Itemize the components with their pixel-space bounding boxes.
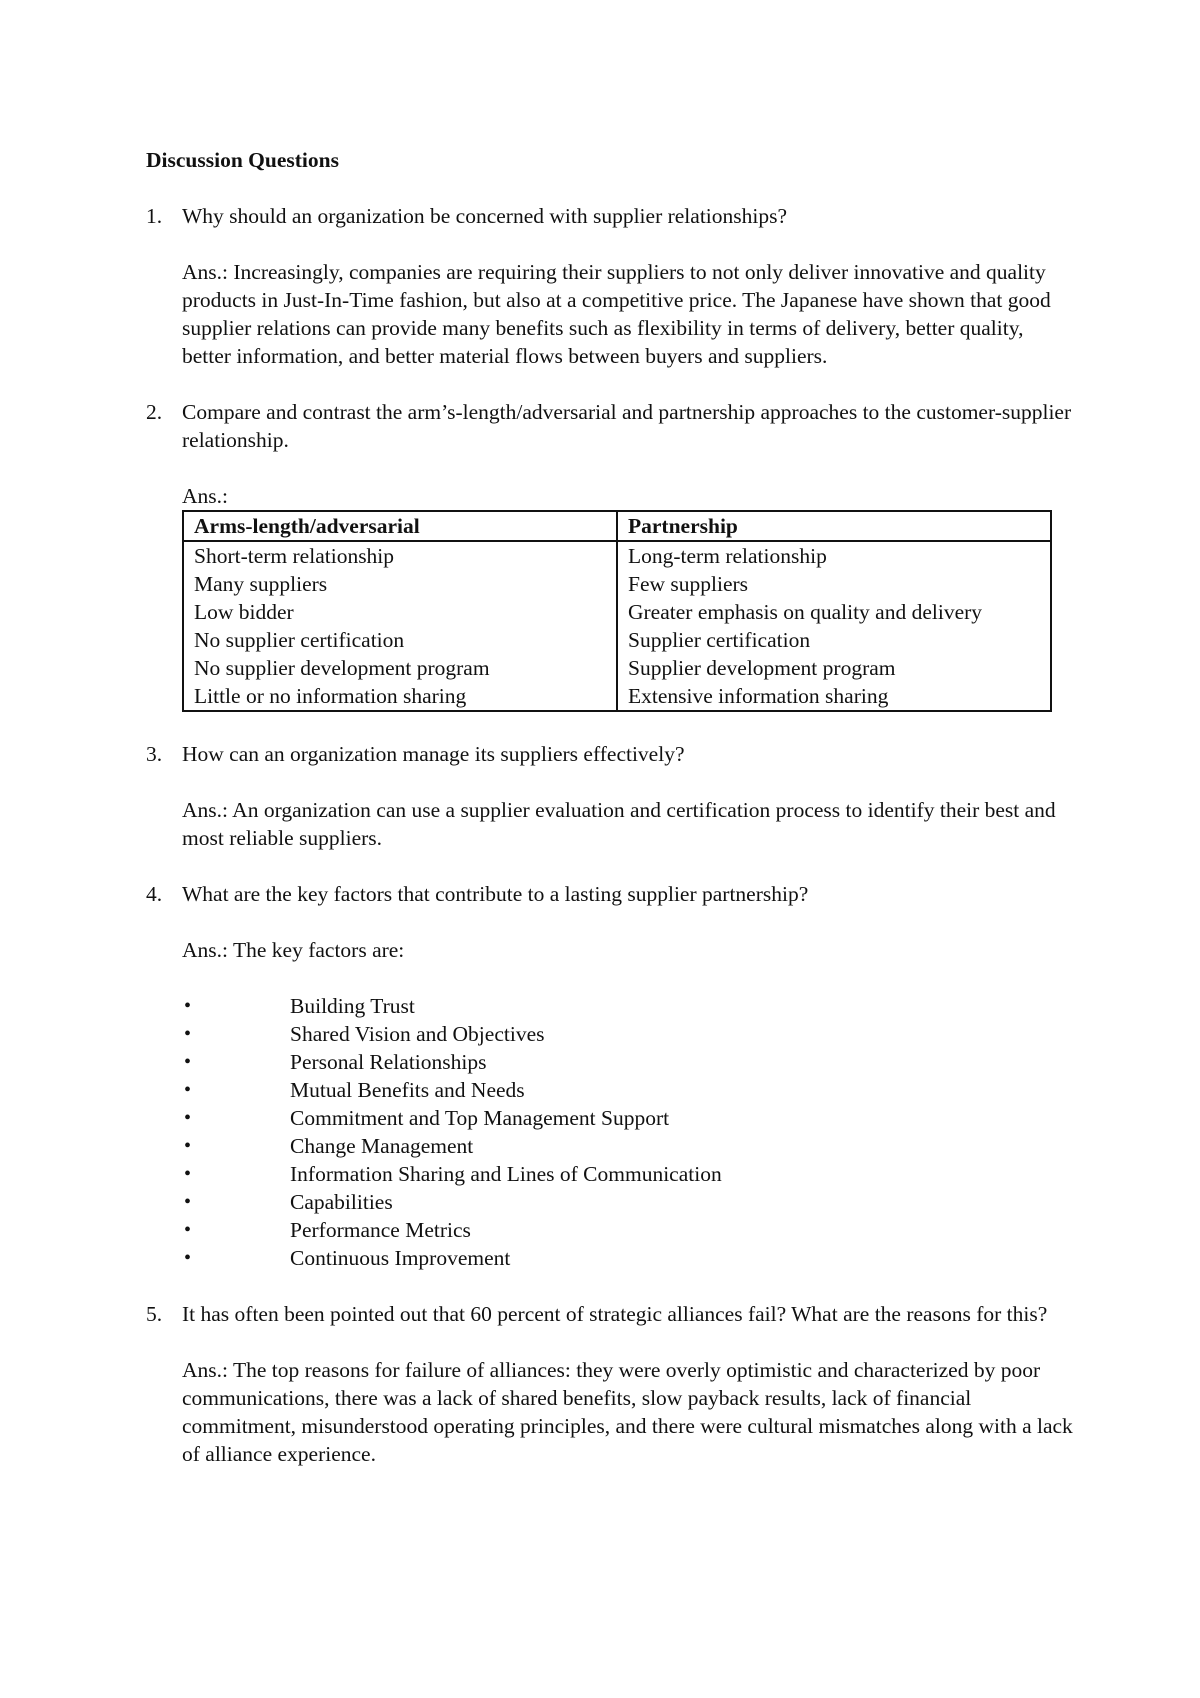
bullet-icon: • <box>184 1219 192 1241</box>
list-item <box>182 1076 1076 1104</box>
list-item-label: Capabilities <box>290 1190 393 1214</box>
list-item-label: Building Trust <box>290 994 415 1018</box>
table-cell: Short-term relationship <box>194 544 395 568</box>
bullet-icon: • <box>184 995 192 1017</box>
list-item <box>182 1188 1076 1216</box>
list-item-label: Information Sharing and Lines of Communication <box>290 1162 722 1186</box>
table-row <box>183 626 1051 654</box>
table-cell: Greater emphasis on quality and delivery <box>617 598 1051 626</box>
answer-1: Ans.: Increasingly, companies are requiring their suppliers to not only deliver innovative and quality products in Just-In-Time fashion, but also at a competitive price. The Japanese have shown that good supplier relations can provide many benefits such as flexibility in terms of delivery, better quality, better information, and better material flows between buyers and suppliers. <box>182 260 1051 368</box>
list-item <box>182 1048 1076 1076</box>
table-row <box>183 598 1051 626</box>
list-item-label: Performance Metrics <box>290 1218 471 1242</box>
document-page <box>146 146 1076 1496</box>
table-cell: Long-term relationship <box>617 541 1051 570</box>
question-number: 3. <box>146 742 163 766</box>
list-item-label: Shared Vision and Objectives <box>290 1022 545 1046</box>
list-item <box>182 1160 1076 1188</box>
table-cell: Supplier development program <box>617 654 1051 682</box>
bullet-icon: • <box>184 1051 192 1073</box>
question-text: Why should an organization be concerned with supplier relationships? <box>182 204 788 228</box>
table-cell: Many suppliers <box>194 572 328 596</box>
bullet-icon: • <box>184 1107 192 1129</box>
table-row <box>183 541 1051 570</box>
bullet-icon: • <box>184 1135 192 1157</box>
question-4 <box>146 880 1076 908</box>
list-item-label: Personal Relationships <box>290 1050 487 1074</box>
answer-4: Ans.: The key factors are: <box>182 938 405 962</box>
answer-5: Ans.: The top reasons for failure of alliances: they were overly optimistic and characterized by poor communications, there was a lack of shared benefits, slow payback results, lack of financial commitment, misunderstood operating principles, and there were cultural mismatches along with a lack of alliance experience. <box>182 1358 1073 1466</box>
question-number: 4. <box>146 882 163 906</box>
table-cell: Little or no information sharing <box>194 684 467 708</box>
comparison-table <box>182 510 1052 712</box>
table-cell: Extensive information sharing <box>617 682 1051 711</box>
list-item-label: Commitment and Top Management Support <box>290 1106 670 1130</box>
page-title: Discussion Questions <box>146 148 339 172</box>
list-item <box>182 1132 1076 1160</box>
list-item <box>182 1244 1076 1272</box>
bullet-icon: • <box>184 1191 192 1213</box>
question-5 <box>146 1300 1076 1328</box>
answer-3: Ans.: An organization can use a supplier evaluation and certification process to identify their best and most reliable suppliers. <box>182 798 1056 850</box>
question-text: How can an organization manage its suppliers effectively? <box>182 742 685 766</box>
table-header-row <box>183 511 1051 541</box>
question-text: It has often been pointed out that 60 percent of strategic alliances fail? What are the reasons for this? <box>182 1302 1048 1326</box>
question-3 <box>146 740 1076 768</box>
table-cell: Low bidder <box>194 600 294 624</box>
table-row <box>183 682 1051 711</box>
bullet-icon: • <box>184 1163 192 1185</box>
table-cell: Few suppliers <box>617 570 1051 598</box>
question-text: Compare and contrast the arm’s-length/adversarial and partnership approaches to the customer-supplier relationship. <box>182 400 1072 452</box>
list-item-label: Mutual Benefits and Needs <box>290 1078 525 1102</box>
bullet-icon: • <box>184 1247 192 1269</box>
list-item <box>182 992 1076 1020</box>
table-header-partnership: Partnership <box>617 511 1051 541</box>
table-row <box>183 570 1051 598</box>
table-cell: Supplier certification <box>617 626 1051 654</box>
list-item-label: Continuous Improvement <box>290 1246 511 1270</box>
list-item <box>182 1020 1076 1048</box>
question-1 <box>146 202 1076 230</box>
bullet-icon: • <box>184 1023 192 1045</box>
table-cell: No supplier development program <box>194 656 490 680</box>
question-number: 2. <box>146 400 163 424</box>
question-number: 1. <box>146 204 163 228</box>
list-item-label: Change Management <box>290 1134 474 1158</box>
table-cell: No supplier certification <box>194 628 405 652</box>
key-factors-list <box>182 992 1076 1272</box>
question-text: What are the key factors that contribute to a lasting supplier partnership? <box>182 882 809 906</box>
question-2 <box>146 398 1076 454</box>
table-header-adversarial: Arms-length/adversarial <box>183 511 617 541</box>
table-row <box>183 654 1051 682</box>
list-item <box>182 1104 1076 1132</box>
bullet-icon: • <box>184 1079 192 1101</box>
answer-2-label: Ans.: <box>182 484 228 508</box>
list-item <box>182 1216 1076 1244</box>
question-number: 5. <box>146 1302 163 1326</box>
